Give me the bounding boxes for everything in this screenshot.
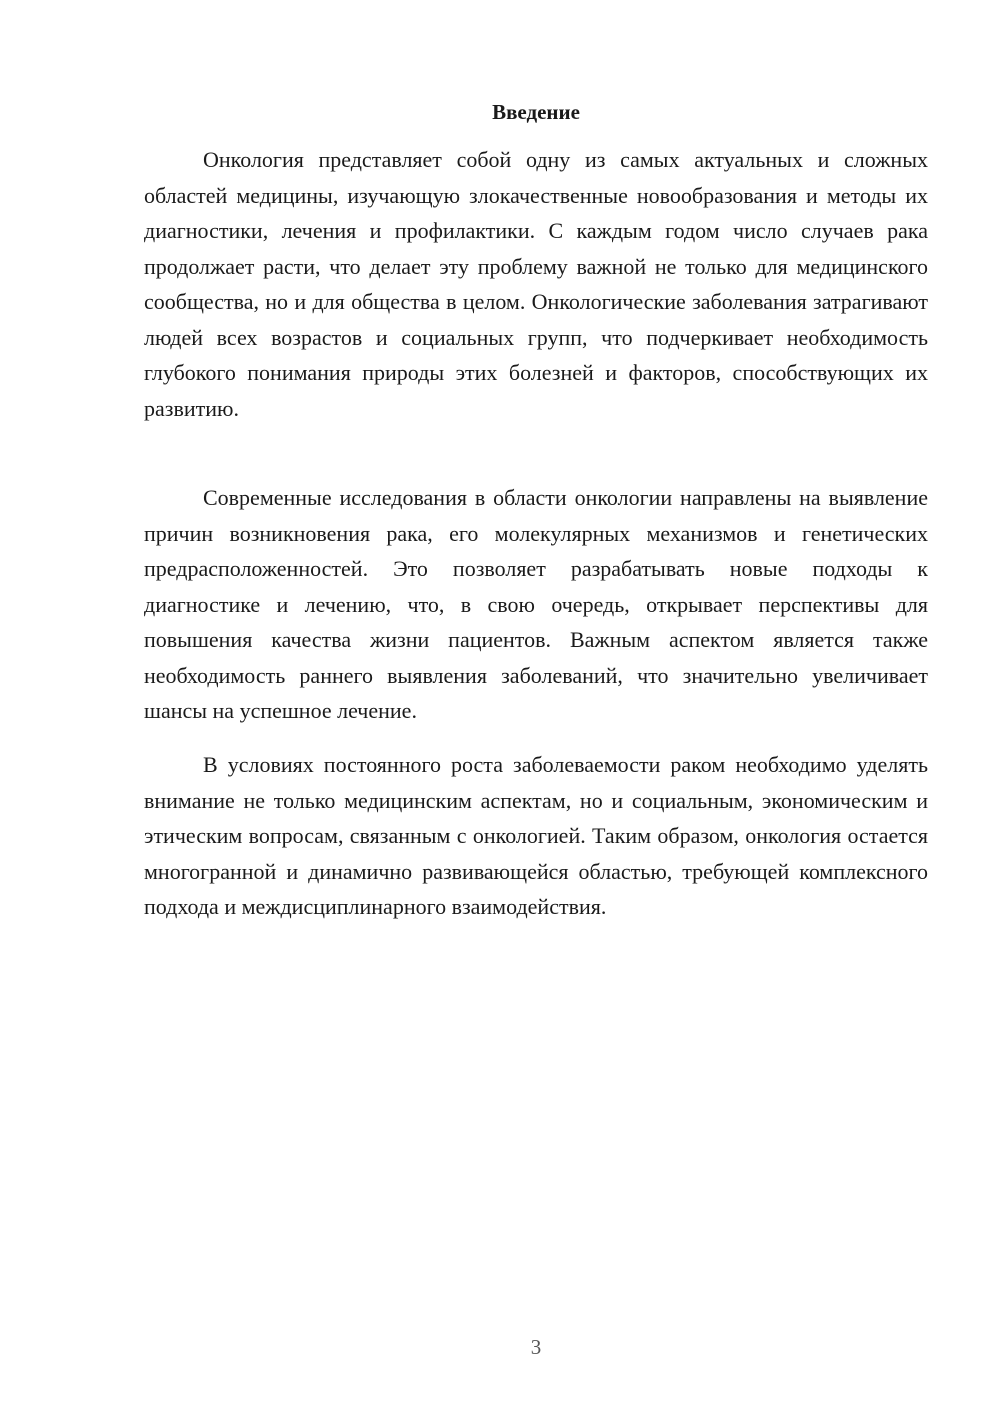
paragraph-2: Современные исследования в области онкологии направлены на выявление причин возникновения рака, его молекулярных механизмов и генетических предрасположенностей. Это позволяет разрабатывать новые подходы к диагностике и лечению, что, в свою очередь, открывает перспективы для повышения качества жизни пациентов. Важным аспектом является также необходимость раннего выявления заболеваний, что значительно увеличивает шансы на успешное лечение. [144,485,928,723]
section-heading: Введение [492,100,580,124]
paragraph-1: Онкология представляет собой одну из самых актуальных и сложных областей медицины, изучающую злокачественные новообразования и методы их диагностики, лечения и профилактики. С каждым годом число случаев рака продолжает расти, что делает эту проблему важной не только для медицинского сообщества, но и для общества в целом. Онкологические заболевания затрагивают людей всех возрастов и социальных групп, что подчеркивает необходимость глубокого понимания природы этих болезней и факторов, способствующих их развитию. [144,147,928,421]
paragraph-3: В условиях постоянного роста заболеваемости раком необходимо уделять внимание не только медицинским аспектам, но и социальным, экономическим и этическим вопросам, связанным с онкологией. Таким образом, онкология остается многогранной и динамично развивающейся областью, требующей комплексного подхода и междисциплинарного взаимодействия. [144,752,928,919]
page-number: 3 [530,1335,542,1359]
